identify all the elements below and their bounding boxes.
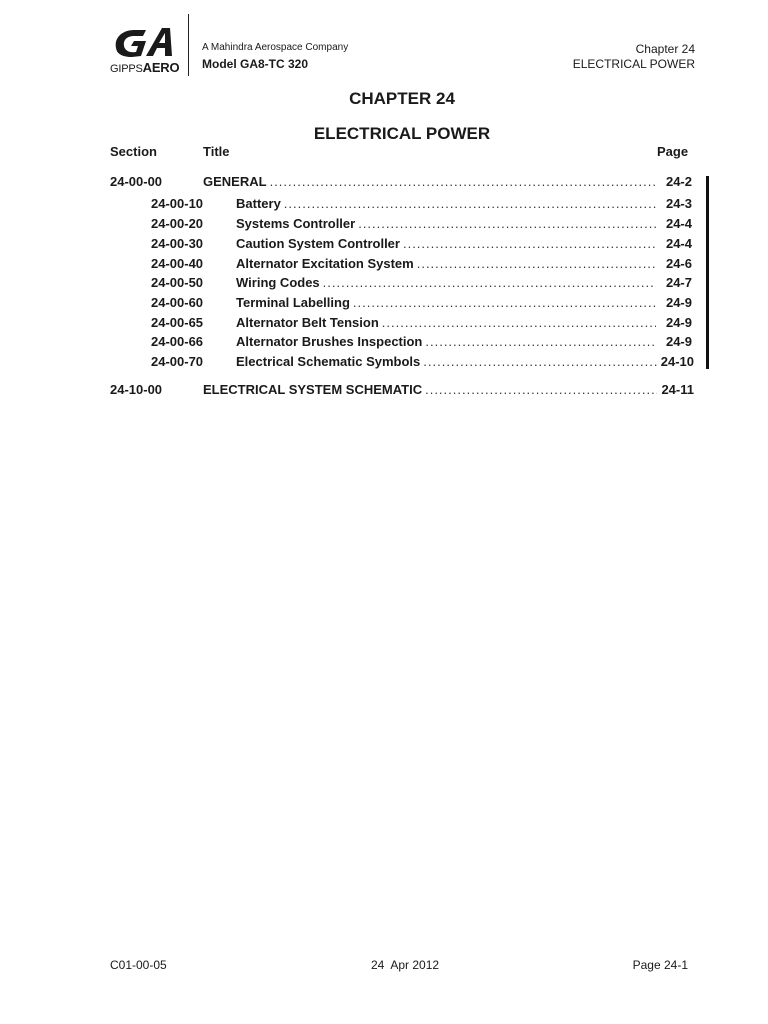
toc-page: 24-6 xyxy=(665,256,692,271)
chapter-title: CHAPTER 24 xyxy=(349,89,455,108)
toc-title: Alternator Belt Tension xyxy=(236,315,379,330)
chapter-name-title: ELECTRICAL POWER xyxy=(313,124,491,143)
toc-title: Systems Controller xyxy=(236,216,356,231)
footer-doc-code: C01-00-05 xyxy=(110,958,167,972)
toc-title: Alternator Excitation System xyxy=(236,256,414,271)
toc-row[interactable] xyxy=(151,275,692,290)
toc-leader xyxy=(425,334,656,349)
toc-page: 24-10 xyxy=(660,354,694,369)
toc-title: ELECTRICAL SYSTEM SCHEMATIC xyxy=(203,382,423,397)
toc-leader xyxy=(353,295,656,310)
logo-word-aero: AERO xyxy=(142,60,180,75)
toc-page: 24-4 xyxy=(665,236,692,251)
toc-leader xyxy=(403,236,656,251)
toc-row[interactable] xyxy=(151,256,692,271)
toc-page: 24-4 xyxy=(665,216,692,231)
column-header-title: Title xyxy=(203,144,230,159)
toc-leader xyxy=(423,354,656,369)
toc-title: Caution System Controller xyxy=(236,236,400,251)
toc-row[interactable] xyxy=(151,216,692,231)
toc-section: 24-00-20 xyxy=(151,216,204,231)
toc-page: 24-11 xyxy=(661,382,694,397)
toc-page: 24-3 xyxy=(665,196,692,211)
toc-page: 24-9 xyxy=(665,295,692,310)
toc-title: Wiring Codes xyxy=(236,275,320,290)
ga-logo-mark-icon xyxy=(110,22,178,62)
toc-section: 24-00-00 xyxy=(110,174,163,189)
toc-section: 24-00-65 xyxy=(151,315,204,330)
revision-change-bar xyxy=(706,176,709,369)
toc-row[interactable] xyxy=(151,236,692,251)
toc-title: Alternator Brushes Inspection xyxy=(236,334,423,349)
toc-section: 24-00-70 xyxy=(151,354,204,369)
toc-title: Battery xyxy=(236,196,281,211)
toc-row[interactable] xyxy=(151,295,692,310)
company-tagline: A Mahindra Aerospace Company xyxy=(202,42,349,53)
gippsaero-logo xyxy=(110,22,178,74)
toc-row[interactable] xyxy=(151,315,692,330)
column-header-section: Section xyxy=(110,144,157,159)
toc-leader xyxy=(284,196,656,211)
toc-leader xyxy=(425,382,657,397)
column-header-page: Page xyxy=(657,144,689,159)
toc-section: 24-00-60 xyxy=(151,295,204,310)
toc-leader xyxy=(382,315,656,330)
toc-page: 24-2 xyxy=(665,174,692,189)
toc-title: GENERAL xyxy=(203,174,267,189)
logo-wordmark xyxy=(110,60,179,75)
toc-row[interactable] xyxy=(151,354,694,369)
toc-leader xyxy=(270,174,656,189)
toc-page: 24-9 xyxy=(665,315,692,330)
toc-section: 24-00-50 xyxy=(151,275,204,290)
toc-row[interactable] xyxy=(151,196,692,211)
toc-section: 24-00-40 xyxy=(151,256,204,271)
toc-title: Electrical Schematic Symbols xyxy=(236,354,421,369)
toc-section: 24-00-66 xyxy=(151,334,204,349)
toc-leader xyxy=(358,216,656,231)
toc-section: 24-10-00 xyxy=(110,382,163,397)
logo-word-gipps: GIPPS xyxy=(110,63,143,75)
toc-page: 24-9 xyxy=(665,334,692,349)
toc-row[interactable] xyxy=(151,334,692,349)
header-divider xyxy=(188,14,189,76)
toc-page: 24-7 xyxy=(665,275,692,290)
toc-section: 24-00-30 xyxy=(151,236,204,251)
toc-title: Terminal Labelling xyxy=(236,295,350,310)
aircraft-model: Model GA8-TC 320 xyxy=(202,57,309,71)
toc-section: 24-00-10 xyxy=(151,196,204,211)
footer-date: 24 Apr 2012 xyxy=(371,958,440,972)
header-chapter: Chapter 24 xyxy=(635,42,695,56)
footer-page-number: Page 24-1 xyxy=(632,958,688,972)
toc-row[interactable] xyxy=(110,174,692,189)
toc-row[interactable] xyxy=(110,382,694,397)
toc-leader xyxy=(417,256,656,271)
toc-leader xyxy=(323,275,656,290)
header-chapter-name: ELECTRICAL POWER xyxy=(572,57,695,71)
